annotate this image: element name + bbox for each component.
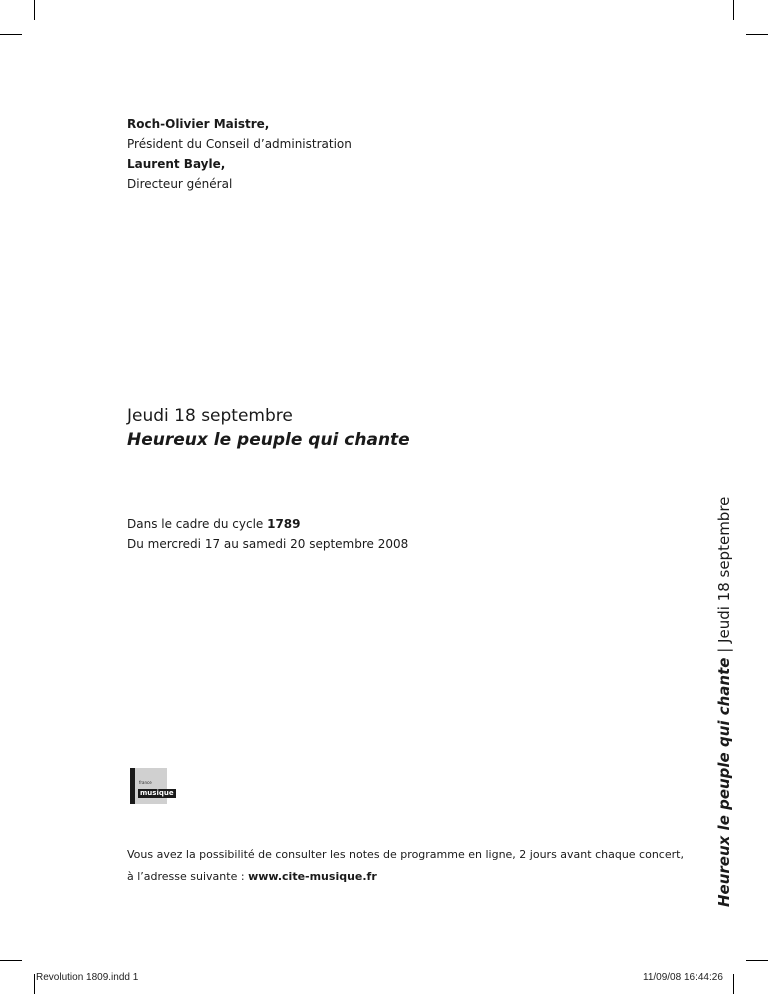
notes-prefix: à l’adresse suivante :	[127, 870, 249, 883]
notes-line1: Vous avez la possibilité de consulter les notes de programme en ligne, 2 jours avant chaque concert,	[127, 848, 684, 861]
crop-mark-top-right-v	[733, 0, 734, 20]
slug-timestamp: 11/09/08 16:44:26	[643, 972, 723, 983]
online-notes	[127, 844, 684, 888]
side-date: Jeudi 18 septembre	[715, 496, 733, 643]
crop-mark-top-left-v	[34, 0, 35, 20]
notes-line2	[127, 866, 684, 888]
director-role: Directeur général	[127, 177, 233, 191]
cycle-name: 1789	[267, 517, 301, 531]
france-musique-logo	[130, 768, 174, 804]
side-title	[715, 497, 733, 907]
event-heading	[127, 404, 410, 452]
crop-mark-top-right-h	[746, 34, 768, 35]
website-link[interactable]: www.cite-musique.fr	[248, 870, 377, 883]
cycle-prefix: Dans le cadre du cycle	[127, 517, 268, 531]
event-title: Heureux le peuple qui chante	[127, 430, 410, 450]
event-date: Jeudi 18 septembre	[127, 406, 293, 426]
president-name: Roch-Olivier Maistre,	[127, 117, 270, 131]
slug-filename: Revolution 1809.indd 1	[36, 972, 139, 983]
logo-big-text: musique	[140, 789, 174, 797]
cycle-info	[127, 514, 408, 554]
cycle-line	[127, 514, 408, 534]
logo-bar	[130, 768, 135, 804]
president-role: Président du Conseil d’administration	[127, 137, 352, 151]
side-separator: |	[715, 642, 733, 658]
crop-mark-bottom-left-v	[34, 974, 35, 994]
crop-mark-bottom-right-h	[746, 960, 768, 961]
credits-block	[127, 114, 352, 194]
director-name: Laurent Bayle,	[127, 157, 226, 171]
logo-small-text: france	[139, 780, 152, 785]
cycle-dates: Du mercredi 17 au samedi 20 septembre 2008	[127, 537, 409, 551]
crop-mark-bottom-left-h	[0, 960, 22, 961]
side-title-text: Heureux le peuple qui chante	[715, 657, 733, 907]
crop-mark-bottom-right-v	[733, 974, 734, 994]
crop-mark-top-left-h	[0, 34, 22, 35]
